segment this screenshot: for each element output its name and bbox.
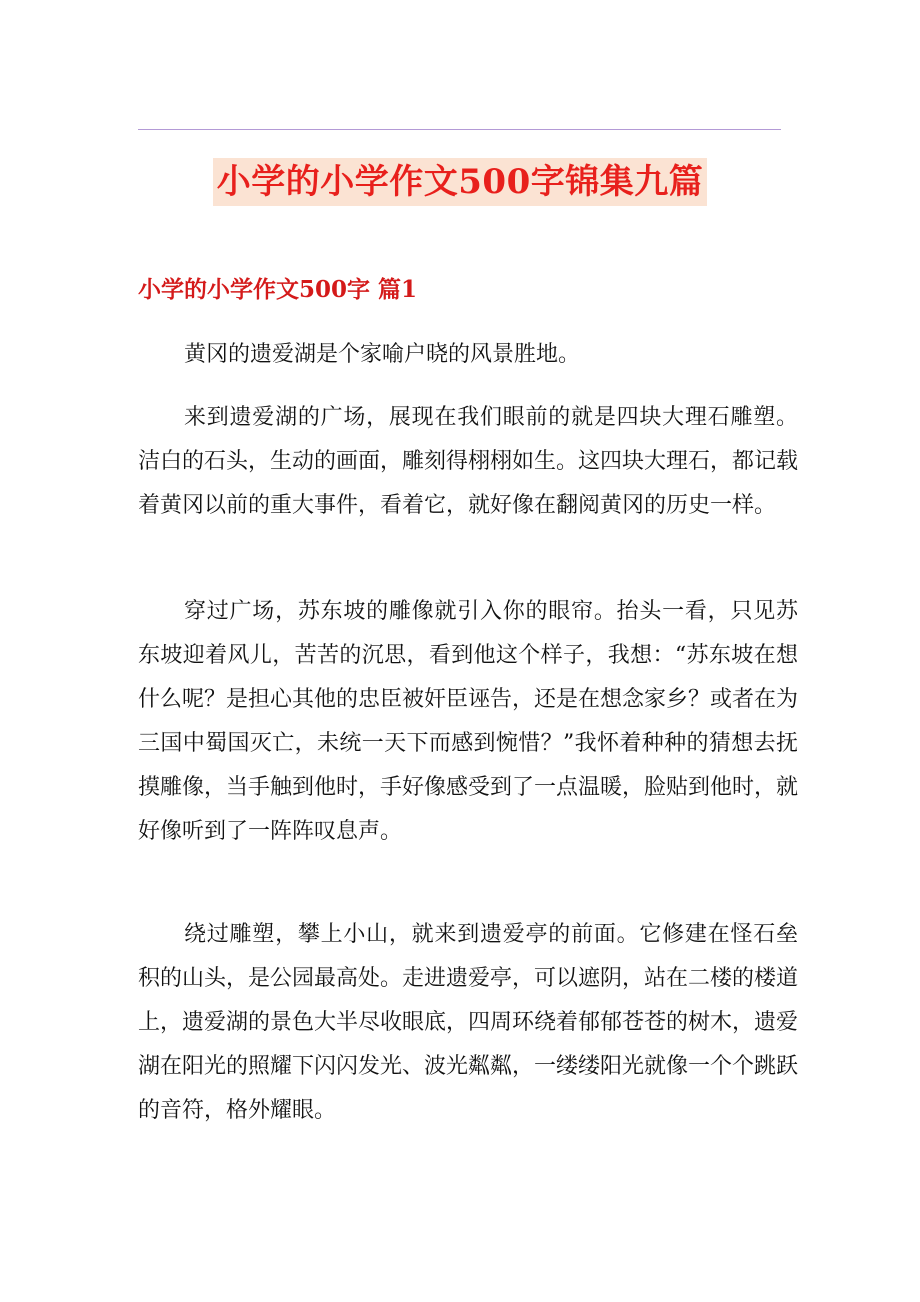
paragraph: 来到遗爱湖的广场，展现在我们眼前的就是四块大理石雕塑。洁白的石头，生动的画面，雕刻得栩栩如生。这四块大理石，都记载着黄冈以前的重大事件，看着它，就好像在翻阅黄冈的历史一样。 [138, 405, 799, 518]
paragraph: 黄冈的遗爱湖是个家喻户晓的风景胜地。 [184, 342, 581, 367]
header-divider [138, 129, 781, 130]
paragraph: 绕过雕塑，攀上小山，就来到遗爱亭的前面。它修建在怪石垒积的山头，是公园最高处。走进遗爱亭，可以遮阴，站在二楼的楼道上，遗爱湖的景色大半尽收眼底，四周环绕着郁郁苍苍的树木，遗爱湖在阳光的照耀下闪闪发光、波光粼粼，一缕缕阳光就像一个个跳跃的音符，格外耀眼。 [138, 922, 799, 1123]
document-title: 小学的小学作文500字锦集九篇 [213, 158, 707, 206]
section-heading: 小学的小学作文500字 篇1 [138, 276, 418, 303]
title-container [0, 158, 920, 206]
paragraph: 穿过广场，苏东坡的雕像就引入你的眼帘。抬头一看，只见苏东坡迎着风儿，苦苦的沉思，看到他这个样子，我想：“苏东坡在想什么呢？是担心其他的忠臣被奸臣诬告，还是在想念家乡？或者在为三国中蜀国灭亡，未统一天下而感到惋惜？”我怀着种种的猜想去抚摸雕像，当手触到他时，手好像感受到了一点温暖，脸贴到他时，就好像听到了一阵阵叹息声。 [138, 599, 799, 844]
